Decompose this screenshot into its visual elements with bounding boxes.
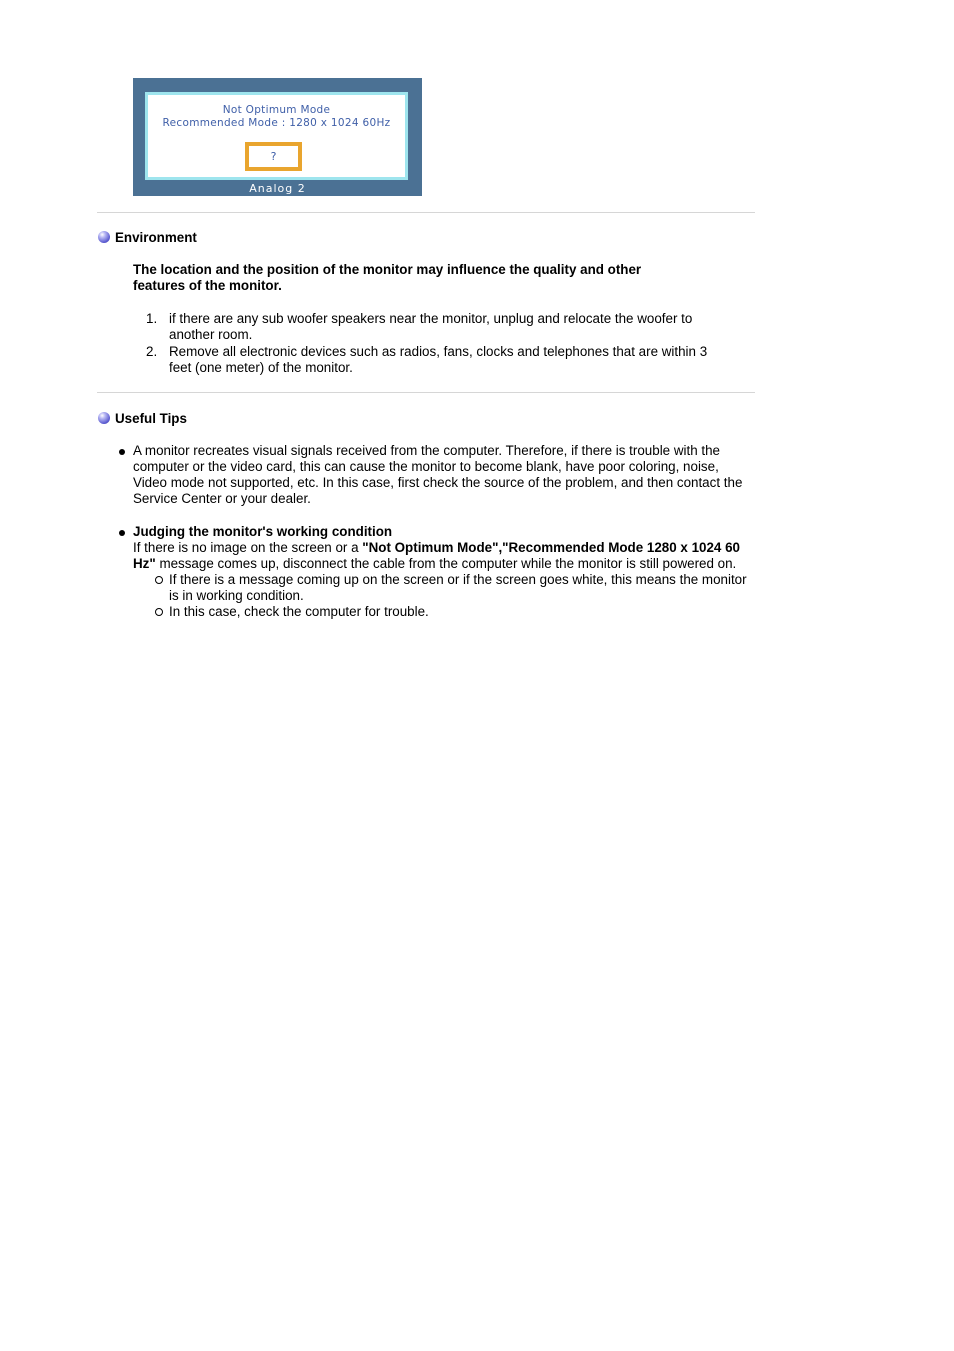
osd-message-box xyxy=(145,92,408,180)
bullet-circle-icon xyxy=(155,576,163,584)
osd-source-label: Analog 2 xyxy=(249,182,306,195)
osd-recommended-mode: Recommended Mode : 1280 x 1024 60Hz xyxy=(162,117,391,129)
tip-title: Judging the monitor's working condition xyxy=(133,524,393,539)
bullet-sphere-icon xyxy=(98,412,110,424)
list-number: 2. xyxy=(146,344,158,359)
tip-content xyxy=(133,524,749,620)
osd-screenshot xyxy=(133,78,422,196)
sub-list-item xyxy=(133,572,749,604)
tip-intro-text: If there is no image on the screen or a xyxy=(133,540,363,555)
bullet-circle-icon xyxy=(155,608,163,616)
list-text: if there are any sub woofer speakers near the monitor, unplug and relocate the woofer to another room. xyxy=(169,311,693,342)
tip-text: A monitor recreates visual signals received from the computer. Therefore, if there is trouble with the computer or the video card, this can cause the monitor to become blank, have poor coloring, noise, Video mode not supported, etc. In this case, first check the source of the problem, and then contact the Service Center or your dealer. xyxy=(133,443,743,506)
divider xyxy=(97,212,755,213)
tip-intro xyxy=(133,540,749,572)
section-heading-label: Useful Tips xyxy=(115,411,187,426)
sub-list-text: If there is a message coming up on the screen or if the screen goes white, this means the monitor is in working condition. xyxy=(169,572,747,603)
osd-question-box: ? xyxy=(245,142,302,171)
list-item xyxy=(133,344,733,376)
list-number: 1. xyxy=(146,311,158,326)
environment-lead: The location and the position of the monitor may influence the quality and other features of the monitor. xyxy=(133,262,642,293)
divider xyxy=(97,392,755,393)
section-heading-label: Environment xyxy=(115,230,197,245)
sub-list-item xyxy=(133,604,749,620)
list-text: Remove all electronic devices such as radios, fans, clocks and telephones that are within 3 feet (one meter) of the monitor. xyxy=(169,344,708,375)
section-heading-environment xyxy=(98,230,197,246)
tip-intro-emphasis: "Not Optimum Mode","Recommended Mode 1280 x 1024 60 Hz" xyxy=(133,540,740,571)
section-heading-useful-tips xyxy=(98,411,187,427)
list-item xyxy=(133,311,733,343)
bullet-sphere-icon xyxy=(98,231,110,243)
sub-list-text: In this case, check the computer for trouble. xyxy=(169,604,429,619)
tip-intro-text-end: message comes up, disconnect the cable from the computer while the monitor is still powered on. xyxy=(155,556,737,571)
osd-title: Not Optimum Mode xyxy=(222,104,331,116)
bullet-dot-icon xyxy=(119,449,125,455)
bullet-dot-icon xyxy=(119,530,125,536)
environment-list xyxy=(133,311,733,377)
